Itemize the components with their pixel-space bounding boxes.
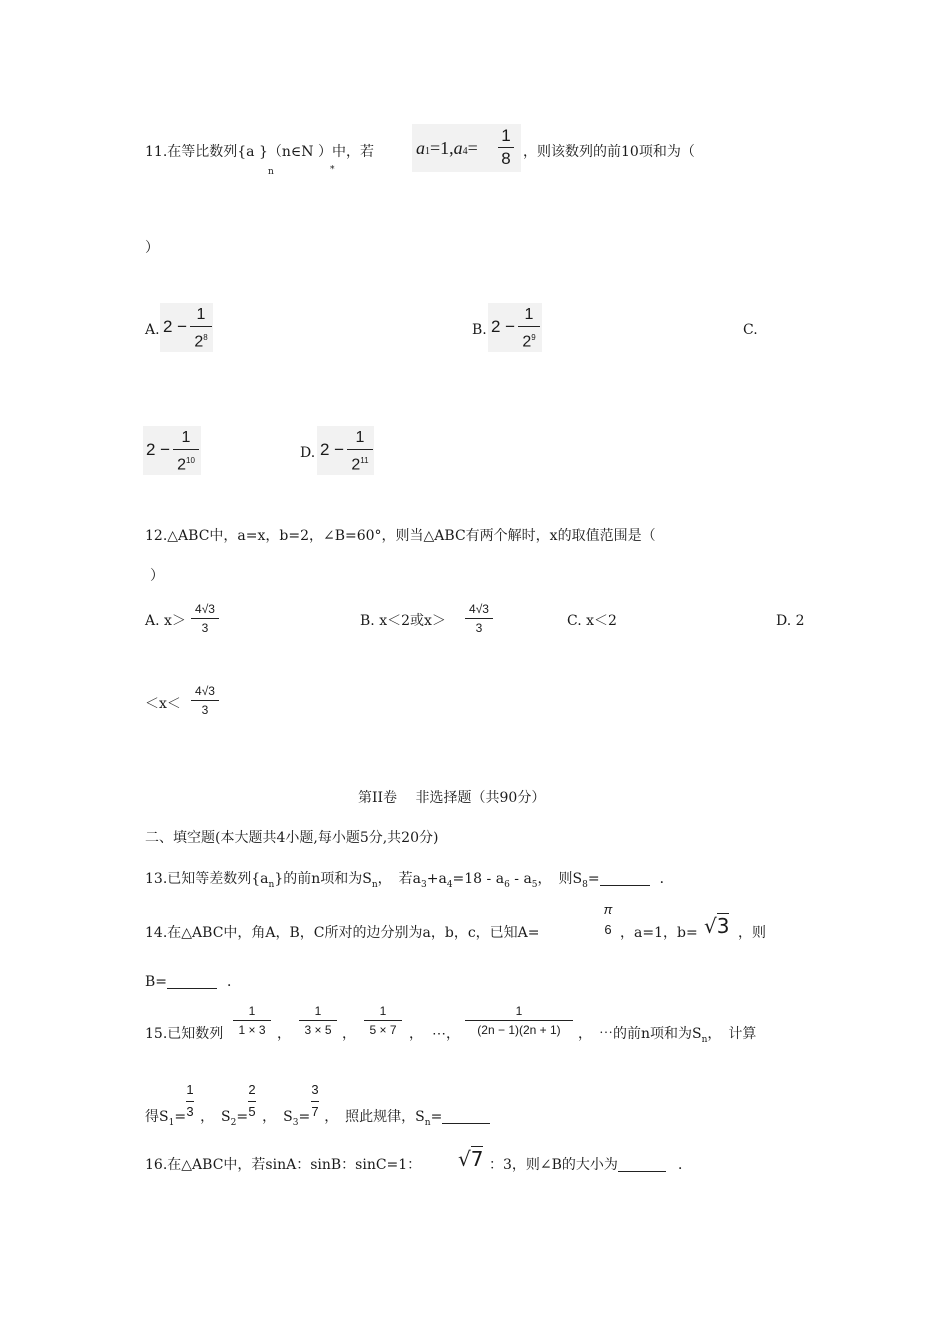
q12-close-paren: ） xyxy=(150,568,164,584)
q14-text-a: 14.在△ABC中，角A，B，C所对的边分别为a，b，c，已知A= xyxy=(145,925,540,941)
q15-frac-3: 1 5 × 7 xyxy=(364,1003,402,1038)
q15-comma-3: ， xyxy=(409,1026,423,1042)
q16-sqrt7: √7 xyxy=(458,1147,484,1171)
q11-option-a-formula: 2 − 1 $2^8$ xyxy=(160,303,213,352)
q12-option-a: A. x＞ xyxy=(145,613,186,629)
q15-s2-value: 2 5 xyxy=(246,1082,258,1122)
q11-sub-n: n xyxy=(268,167,274,177)
q13-text: 13.已知等差数列$\{a_n\}$的前n项和为$S_n$， 若$a_3+a_4=18 - a_6 - a_5$， 则$S_8=$ ． xyxy=(145,871,674,890)
q11-stem: 11.在等比数列{a }（n∈N ）中，若 xyxy=(145,144,374,160)
q12-option-d-cont: ＜x＜ xyxy=(145,696,181,712)
section-heading: 二、填空题(本大题共4小题,每小题5分,共20分) xyxy=(145,830,439,846)
q12-option-d: D. 2 xyxy=(776,613,805,629)
q14-line2: B= ． xyxy=(145,974,242,990)
q15-text-b: ， ⋯的前n项和为$S_n$， 计算 xyxy=(578,1026,757,1045)
q13-answer-blank[interactable] xyxy=(600,871,650,886)
q15-s1-value: 1 3 xyxy=(184,1082,196,1122)
q11-option-c-label: C. xyxy=(743,322,758,338)
q11-close-paren: ） xyxy=(145,240,159,256)
q16-answer-blank[interactable] xyxy=(618,1157,666,1172)
q15-line2: 得$S_1=$ ， $S_2=$ ， $S_3=$ ， 照此规律，$S_n=$ xyxy=(145,1107,490,1129)
q16-text-b: ：3，则∠B的大小为 ． xyxy=(489,1157,692,1173)
q15-s3-value: 3 7 xyxy=(309,1082,321,1122)
q11-sub-star: * xyxy=(330,165,335,175)
q11-tail: ，则该数列的前10项和为（ xyxy=(523,144,695,160)
q15-comma-1: ， xyxy=(277,1026,291,1042)
q12-option-b: B. x＜2或x＞ xyxy=(360,613,446,629)
q15-comma-2: ， xyxy=(342,1026,356,1042)
q11-option-b-formula: 2 − 1 $2^9$ xyxy=(488,303,542,352)
q11-option-d-label: D. xyxy=(300,445,316,461)
q14-text-c: ，则 xyxy=(738,925,766,941)
q11-option-a-label: A. xyxy=(145,322,160,338)
q15-general-term: 1 (2n − 1)(2n + 1) xyxy=(465,1003,573,1038)
q12-option-b-fraction: 4√3 3 xyxy=(465,601,493,636)
q11-option-c-formula: 2 − 1 $2^{10}$ xyxy=(143,426,201,475)
section-title: 第II卷 非选择题（共90分） xyxy=(358,790,546,806)
q14-text-b: ，a=1，b= xyxy=(620,925,698,941)
q14-sqrt3: √3 xyxy=(704,914,730,938)
q14-answer-blank[interactable] xyxy=(167,974,217,989)
q12-option-d-fraction: 4√3 3 xyxy=(191,683,219,718)
q15-text-a: 15.已知数列 xyxy=(145,1026,224,1042)
q15-frac-2: 1 3 × 5 xyxy=(299,1003,337,1038)
q15-dots: ⋯， xyxy=(432,1026,460,1042)
q15-answer-blank[interactable] xyxy=(442,1109,490,1124)
q16-text-a: 16.在△ABC中，若sinA：sinB：sinC=1： xyxy=(145,1157,422,1173)
q15-frac-1: 1 1 × 3 xyxy=(233,1003,271,1038)
q12-option-a-fraction: 4√3 3 xyxy=(191,601,219,636)
q12-option-c: C. x＜2 xyxy=(567,613,617,629)
q11-option-d-formula: 2 − 1 $2^{11}$ xyxy=(317,426,374,475)
q11-option-b-label: B. xyxy=(472,322,487,338)
q14-pi-over-6: π 6 xyxy=(603,902,613,937)
q12-stem: 12.△ABC中，a=x，b=2，∠B=60°，则当△ABC有两个解时，x的取值范围是（ xyxy=(145,528,656,544)
q11-condition-formula: a1=1,a4= 1 8 xyxy=(412,124,521,172)
